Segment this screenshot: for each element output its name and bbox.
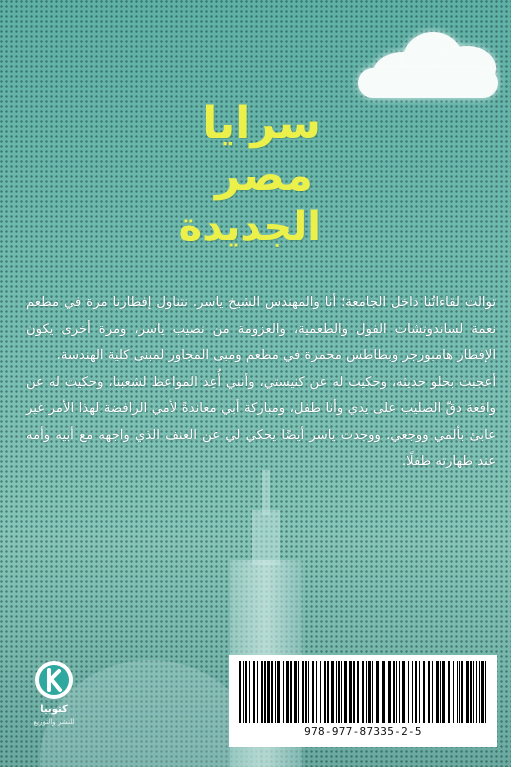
barcode-bar: [368, 661, 371, 723]
barcode-bar: [481, 661, 484, 723]
barcode-bar: [432, 661, 433, 723]
barcode-bar: [253, 661, 255, 723]
publisher-tagline: للنشر والتوزيع: [33, 718, 75, 726]
barcode-bar: [249, 661, 250, 723]
tower-top-illustration: [252, 510, 280, 565]
barcode-bar: [415, 661, 417, 723]
tower-spire-illustration: [262, 470, 270, 515]
barcode-bar: [399, 661, 400, 723]
barcode-bar: [331, 661, 334, 723]
barcode-bar: [473, 661, 474, 723]
publisher-logo-icon: [34, 660, 74, 700]
barcode-bar: [376, 661, 379, 723]
barcode-bar: [372, 661, 373, 723]
barcode-bar: [412, 661, 413, 723]
barcode-bar: [341, 661, 342, 723]
barcode-bar: [320, 661, 321, 723]
barcode-bar: [459, 661, 460, 723]
barcode-bar: [470, 661, 472, 723]
barcode-bar: [402, 661, 405, 723]
barcode-bar: [277, 661, 280, 723]
barcode-bar: [461, 661, 463, 723]
barcode-bar: [283, 661, 284, 723]
barcode-bar: [428, 661, 430, 723]
barcode-bar: [393, 661, 395, 723]
barcode-bar: [423, 661, 425, 723]
barcode-bar: [457, 661, 458, 723]
barcode-bar: [479, 661, 480, 723]
barcode-bar: [305, 661, 307, 723]
title-line-1: سرايا: [202, 98, 321, 149]
barcode-bar: [261, 661, 263, 723]
barcode-bar: [302, 661, 304, 723]
publisher-name: كتوبيا: [40, 704, 68, 715]
barcode-bar: [316, 661, 317, 723]
barcode-bar: [308, 661, 309, 723]
barcode-bar: [245, 661, 247, 723]
book-title: [101, 98, 321, 252]
barcode-bar: [239, 661, 241, 723]
barcode-bar: [275, 661, 276, 723]
barcode-bar: [353, 661, 355, 723]
barcode-bar: [324, 661, 326, 723]
barcode-bar: [286, 661, 289, 723]
barcode-bar: [442, 661, 445, 723]
barcode-bar: [290, 661, 292, 723]
isbn-number: 978-977-87335-2-5: [304, 725, 422, 738]
barcode-bar: [453, 661, 454, 723]
barcode-bar: [408, 661, 409, 723]
barcode-bar: [338, 661, 340, 723]
barcode-bar: [349, 661, 352, 723]
barcode-bar: [357, 661, 359, 723]
barcode-bar: [327, 661, 329, 723]
barcode-bar: [264, 661, 266, 723]
barcode-bar: [336, 661, 337, 723]
blurb-paragraph-2: أعجبت بحلو حديثه، وحكيت له عن كنيستي، وأنني أُعِد المواعظ لشعبنا، وحكيت له عن واقعة دقّ الصليب على يدي وأنا طفل، ومباركة أبي معاندةً لأمي الرافضة لهذا الأمر غير عابئ بألمي ووجعي. ووجدت ياسر أيضًا يحكي لي عن العنف الذي واجهه مع أبيه وأمه عند طهارته طفلًا.: [26, 374, 496, 469]
barcode-bar: [419, 661, 420, 723]
barcode-bar: [294, 661, 297, 723]
barcode-bar: [485, 661, 486, 723]
barcode-image: [237, 661, 489, 723]
barcode-bar: [312, 661, 314, 723]
title-line-2: مصر: [215, 150, 313, 201]
barcode-bar: [267, 661, 270, 723]
barcode-bar: [366, 661, 367, 723]
barcode-bar: [476, 661, 477, 723]
barcode-bar: [382, 661, 385, 723]
barcode-bar: [440, 661, 441, 723]
barcode-panel: [229, 655, 497, 747]
barcode-bar: [396, 661, 397, 723]
barcode-bar: [466, 661, 469, 723]
barcode-bar: [448, 661, 450, 723]
cloud-illustration: [353, 22, 503, 102]
barcode-bar: [298, 661, 299, 723]
back-cover-blurb: [26, 290, 496, 476]
barcode-bar: [436, 661, 439, 723]
barcode-bar: [271, 661, 273, 723]
barcode-bar: [388, 661, 391, 723]
barcode-bar: [344, 661, 347, 723]
barcode-bar: [257, 661, 258, 723]
barcode-bar: [362, 661, 364, 723]
barcode-bar: [243, 661, 244, 723]
blurb-paragraph-1: توالت لقاءاتُنا داخل الجامعة؛ أنا والمهندس الشيخ ياسر. نتناول إفطارنا مرة في مطعم نعمة لساندوتشات الفول والطعمية، والعزومة من نصيب ياسر، ومرة أخرى يكون الإفطار هامبورجر وبطاطس محمرة في مطعم ومبى المجاور لمبنى كلية الهندسة.: [26, 295, 496, 363]
title-line-3: الجديدة: [178, 204, 321, 250]
